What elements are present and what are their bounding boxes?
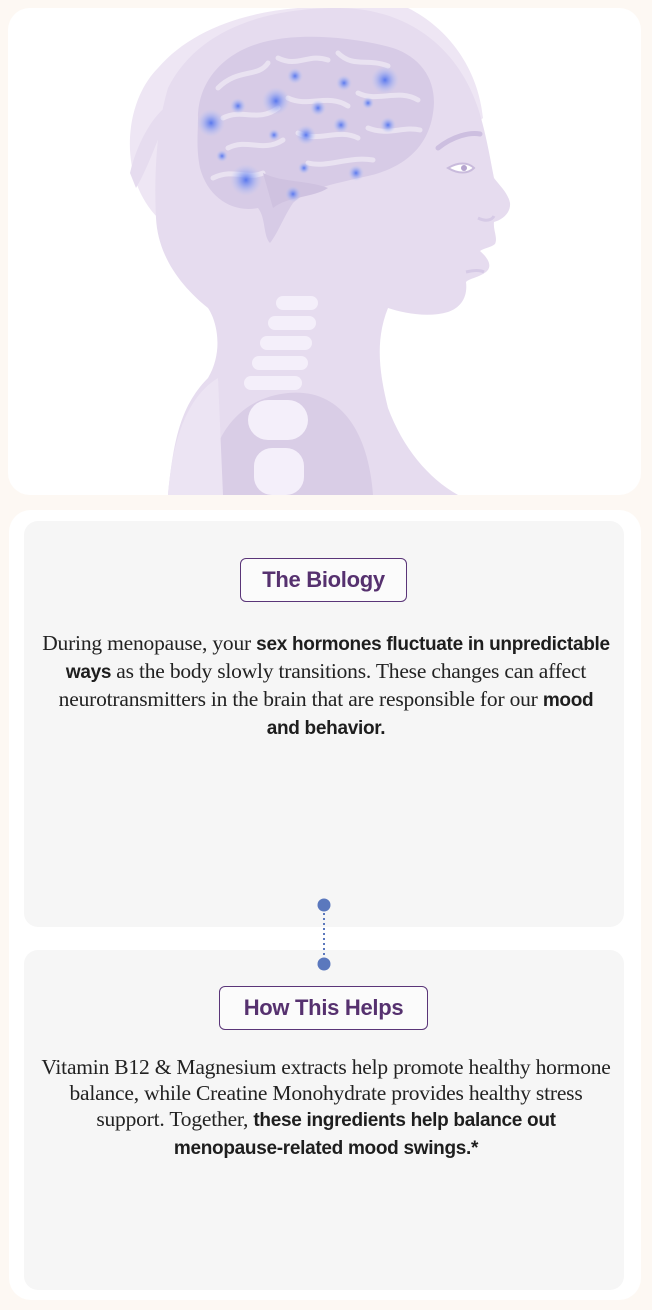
biology-title: The Biology <box>240 558 407 602</box>
hero-illustration-card <box>8 8 641 495</box>
how-this-helps-paragraph <box>40 1054 612 1162</box>
biology-emphasis-1: sex hormones fluctuate in unpredictable ways <box>65 634 610 683</box>
biology-emphasis-2: mood and behavior. <box>266 690 594 739</box>
connector-dot-bottom <box>318 958 331 971</box>
how-this-helps-title: How This Helps <box>219 986 428 1030</box>
biology-text-1: During menopause, your <box>42 631 257 655</box>
head-brain-illustration <box>8 8 641 495</box>
biology-paragraph <box>40 630 612 742</box>
biology-text-2: as the body slowly transitions. These changes can affect neurotransmitters in the brain that are responsible for our <box>58 659 587 711</box>
helps-emphasis-1: these ingredients help balance out menopause-related mood swings.* <box>173 1110 556 1159</box>
connector-dot-top <box>318 899 331 912</box>
helps-text-1: Vitamin B12 & Magnesium extracts help promote healthy hormone balance, while Creatine Monohydrate provides healthy stress support. Together, <box>41 1055 611 1131</box>
section-connector <box>310 893 338 973</box>
